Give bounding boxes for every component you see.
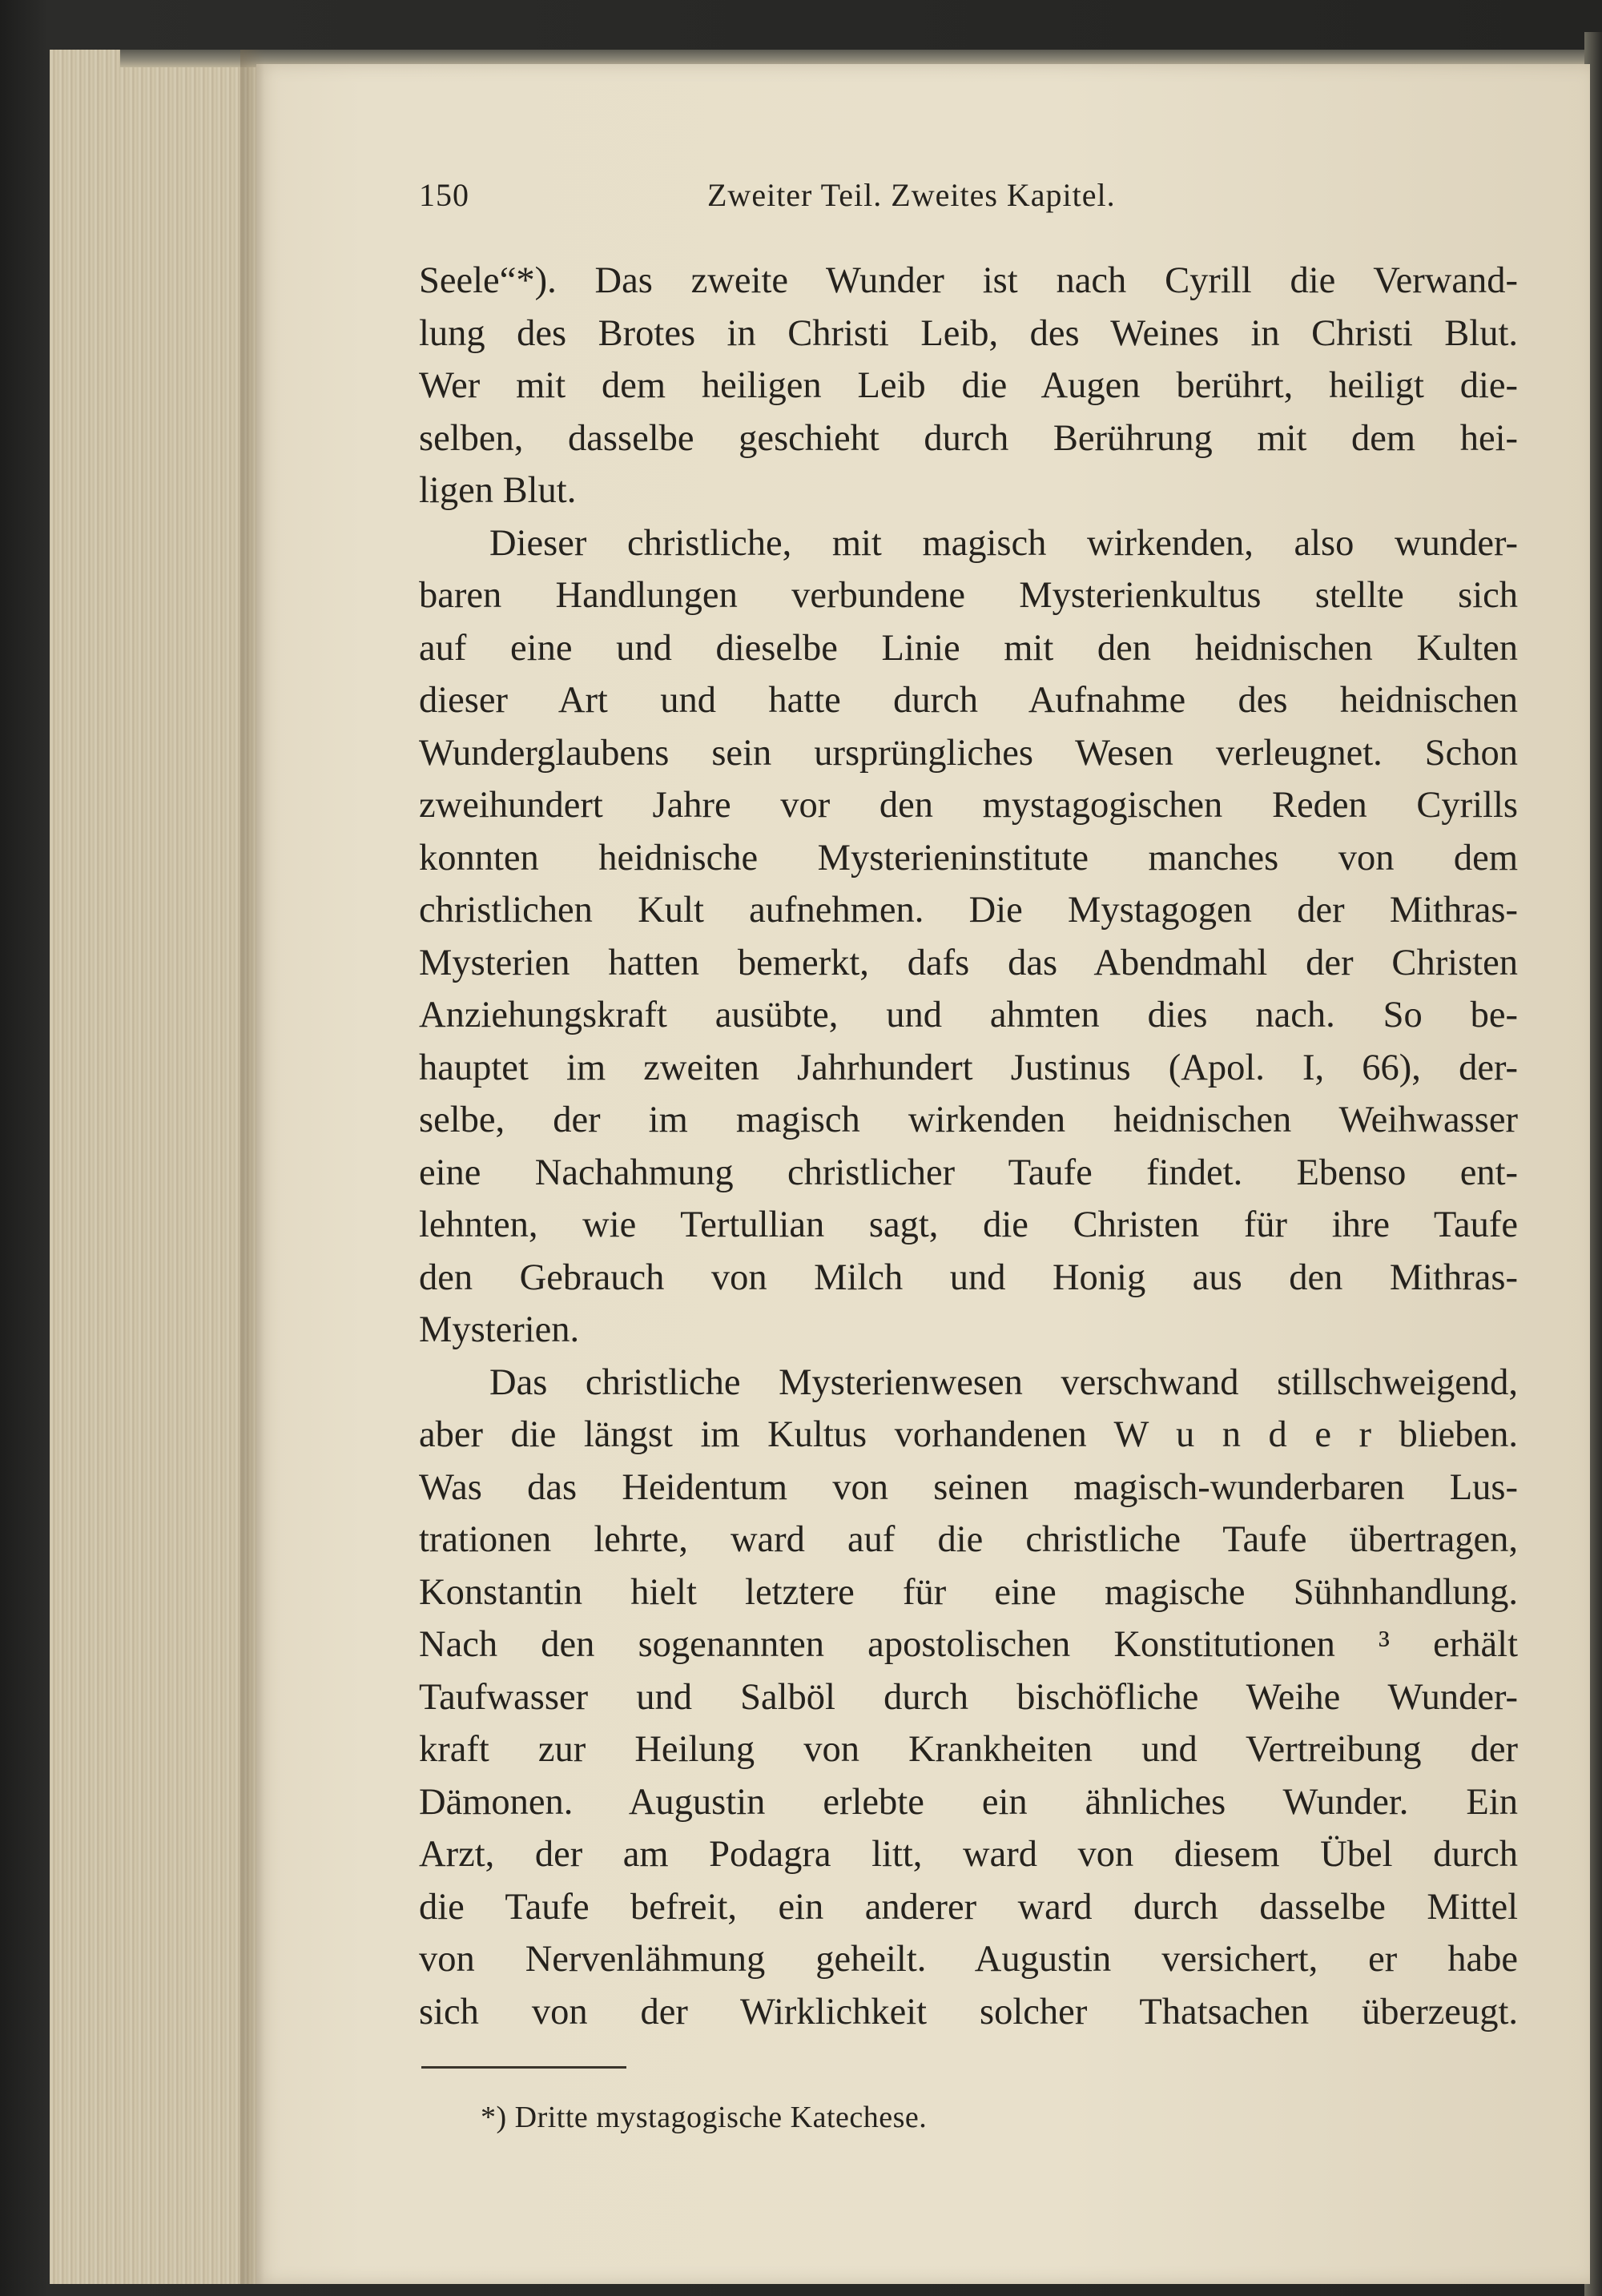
gutter-shadow xyxy=(240,50,264,2284)
text-line: lung des Brotes in Christi Leib, des Weines in Christi Blut. xyxy=(419,312,1518,354)
text-line: trationen lehrte, ward auf die christliche Taufe übertragen, xyxy=(419,1519,1518,1560)
chapter-title: Zweiter Teil. Zweites Kapitel. xyxy=(707,177,1116,213)
footnote: *) Dritte mystagogische Katechese. xyxy=(481,2101,928,2134)
text-line: lehnten, wie Tertullian sagt, die Christen für ihre Taufe xyxy=(419,1204,1518,1245)
text-line: Was das Heidentum von seinen magisch-wunderbaren Lus- xyxy=(419,1466,1518,1508)
text-line: eine Nachahmung christlicher Taufe findet. Ebenso ent- xyxy=(419,1152,1518,1193)
text-line: zweihundert Jahre vor den mystagogischen Reden Cyrills xyxy=(419,785,1518,826)
text-line: auf eine und dieselbe Linie mit den heidnischen Kulten xyxy=(419,627,1518,669)
text-line: Mysterien hatten bemerkt, dafs das Abendmahl der Christen xyxy=(419,942,1518,983)
text-line: Arzt, der am Podagra litt, ward von diesem Übel durch xyxy=(419,1834,1518,1875)
running-head xyxy=(419,176,1518,224)
text-line: von Nervenlähmung geheilt. Augustin versichert, er habe xyxy=(419,1939,1518,1980)
text-line: dieser Art und hatte durch Aufnahme des heidnischen xyxy=(419,680,1518,721)
text-line: Das christliche Mysterienwesen verschwand stillschweigend, xyxy=(489,1361,1518,1403)
text-line: aber die längst im Kultus vorhandenen W u n d e r blieben. xyxy=(419,1414,1518,1455)
text-line: die Taufe befreit, ein anderer ward durch dasselbe Mittel xyxy=(419,1886,1518,1928)
text-line: Anziehungskraft ausübte, und ahmten dies nach. So be- xyxy=(419,995,1518,1035)
text-line: Taufwasser und Salböl durch bischöfliche Weihe Wunder- xyxy=(419,1676,1518,1718)
text-line: Konstantin hielt letztere für eine magische Sühnhandlung. xyxy=(419,1571,1518,1613)
page-stack-edges xyxy=(50,50,258,2284)
text-line: konnten heidnische Mysterieninstitute manches von dem xyxy=(419,837,1518,879)
text-line: Wer mit dem heiligen Leib die Augen berührt, heiligt die- xyxy=(419,365,1518,406)
footnote-rule xyxy=(421,2066,626,2069)
text-line: baren Handlungen verbundene Mysterienkultus stellte sich xyxy=(419,575,1518,616)
text-line: selben, dasselbe geschieht durch Berührung mit dem hei- xyxy=(419,417,1518,459)
text-line: Dämonen. Augustin erlebte ein ähnliches Wunder. Ein xyxy=(419,1781,1518,1823)
text-line: selbe, der im magisch wirkenden heidnischen Weihwasser xyxy=(419,1100,1518,1140)
page-number: 150 xyxy=(419,177,469,213)
text-line: Seele“*). Das zweite Wunder ist nach Cyrill die Verwand- xyxy=(419,260,1518,301)
body-text xyxy=(419,255,1518,2038)
text-line: christlichen Kult aufnehmen. Die Mystagogen der Mithras- xyxy=(419,890,1518,931)
text-line: kraft zur Heilung von Krankheiten und Vertreibung der xyxy=(419,1729,1518,1770)
text-line: Wunderglaubens sein ursprüngliches Wesen verleugnet. Schon xyxy=(419,732,1518,774)
text-line: den Gebrauch von Milch und Honig aus den Mithras- xyxy=(419,1257,1518,1298)
text-line: sich von der Wirklichkeit solcher Thatsachen überzeugt. xyxy=(419,1991,1518,2033)
text-line: ligen Blut. xyxy=(419,470,577,511)
text-line: Dieser christliche, mit magisch wirkenden, also wunder- xyxy=(489,522,1518,564)
text-line: Mysterien. xyxy=(419,1309,580,1350)
text-line: hauptet im zweiten Jahrhundert Justinus (Apol. I, 66), der- xyxy=(419,1047,1518,1088)
text-line: Nach den sogenannten apostolischen Konstitutionen ³ erhält xyxy=(419,1624,1518,1665)
